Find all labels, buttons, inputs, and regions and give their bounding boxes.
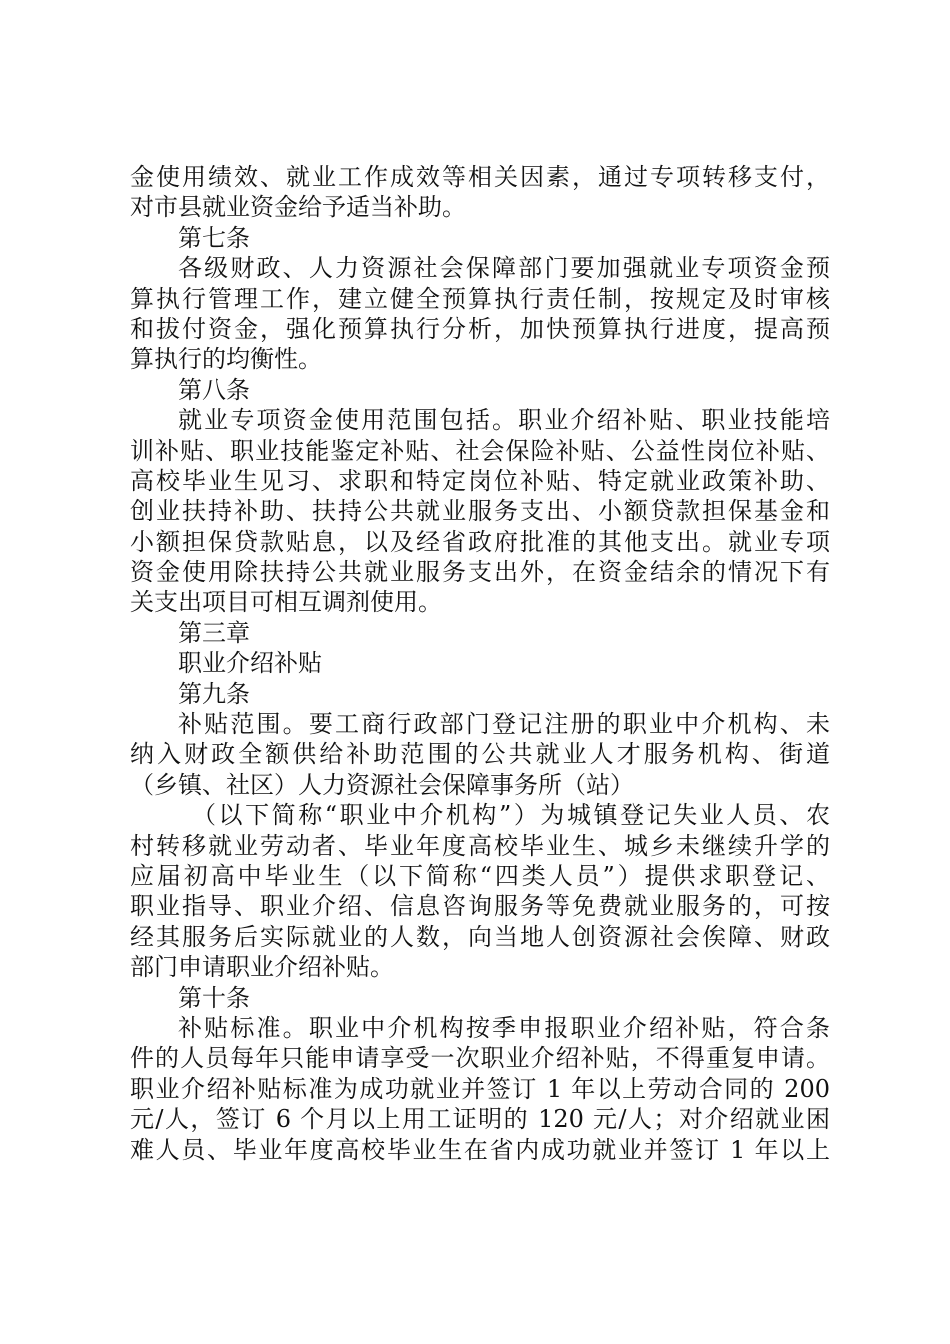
text-line: 就业专项资金使用范围包括。职业介绍补贴、职业技能培 — [178, 406, 830, 435]
text-line: 职业指导、职业介绍、信息咨询服务等免费就业服务的，可按 — [130, 892, 830, 921]
text-line: 和拔付资金，强化预算执行分析，加快预算执行进度，提高预 — [130, 314, 830, 343]
text-line: （乡镇、社区）人力资源社会保障事务所（站） — [130, 770, 634, 799]
text-line: 第三章 — [178, 618, 250, 647]
text-line: 金使用绩效、就业工作成效等相关因素，通过专项转移支付， — [130, 163, 830, 191]
text-line: 职业介绍补贴 — [178, 649, 322, 678]
text-line: 高校毕业生见习、求职和特定岗位补贴、特定就业政策补助、 — [130, 466, 830, 495]
text-line: 纳入财政全额供给补助范围的公共就业人才服务机构、街道 — [130, 740, 830, 769]
text-line: 补贴标准。职业中介机构按季申报职业介绍补贴，符合条 — [178, 1013, 830, 1042]
document-body — [130, 162, 830, 1165]
text-line: 资金使用除扶持公共就业服务支出外，在资金结余的情况下有 — [130, 558, 830, 587]
text-line: 职业介绍补贴标准为成功就业并签订 1 年以上劳动合同的 200 — [130, 1074, 830, 1103]
text-line: 应届初高中毕业生（以下简称“四类人员”）提供求职登记、 — [130, 861, 830, 890]
text-line: 第九条 — [178, 679, 250, 708]
text-line: 部门申请职业介绍补贴。 — [130, 953, 394, 982]
text-line: 各级财政、人力资源社会保障部门要加强就业专项资金预 — [178, 254, 830, 283]
text-line: 件的人员每年只能申请享受一次职业介绍补贴，不得重复申请。 — [130, 1044, 830, 1073]
text-line: 关支出项目可相互调剂使用。 — [130, 588, 442, 617]
text-line: （以下简称“职业中介机构”）为城镇登记失业人员、农 — [192, 801, 830, 830]
text-line: 训补贴、职业技能鉴定补贴、社会保险补贴、公益性岗位补贴、 — [130, 436, 830, 465]
text-line: 补贴范围。要工商行政部门登记注册的职业中介机构、未 — [178, 710, 830, 739]
text-line: 算执行管理工作，建立健全预算执行责任制，按规定及时审核 — [130, 284, 830, 313]
text-line: 难人员、毕业年度高校毕业生在省内成功就业并签订 1 年以上 — [130, 1135, 830, 1164]
text-line: 对市县就业资金给予适当补助。 — [130, 193, 466, 222]
text-line: 第七条 — [178, 223, 250, 252]
text-line: 小额担保贷款贴息，以及经省政府批准的其他支出。就业专项 — [130, 527, 830, 556]
text-line: 创业扶持补助、扶持公共就业服务支出、小额贷款担保基金和 — [130, 497, 830, 526]
text-line: 第八条 — [178, 375, 250, 404]
text-line: 算执行的均衡性。 — [130, 345, 322, 374]
text-line: 经其服务后实际就业的人数，向当地人创资源社会俟障、财政 — [130, 922, 830, 951]
text-line: 村转移就业劳动者、毕业年度高校毕业生、城乡未继续升学的 — [130, 831, 830, 860]
text-line: 元/人，签订 6 个月以上用工证明的 120 元/人；对介绍就业困 — [130, 1105, 830, 1134]
text-line: 第十条 — [178, 983, 250, 1012]
